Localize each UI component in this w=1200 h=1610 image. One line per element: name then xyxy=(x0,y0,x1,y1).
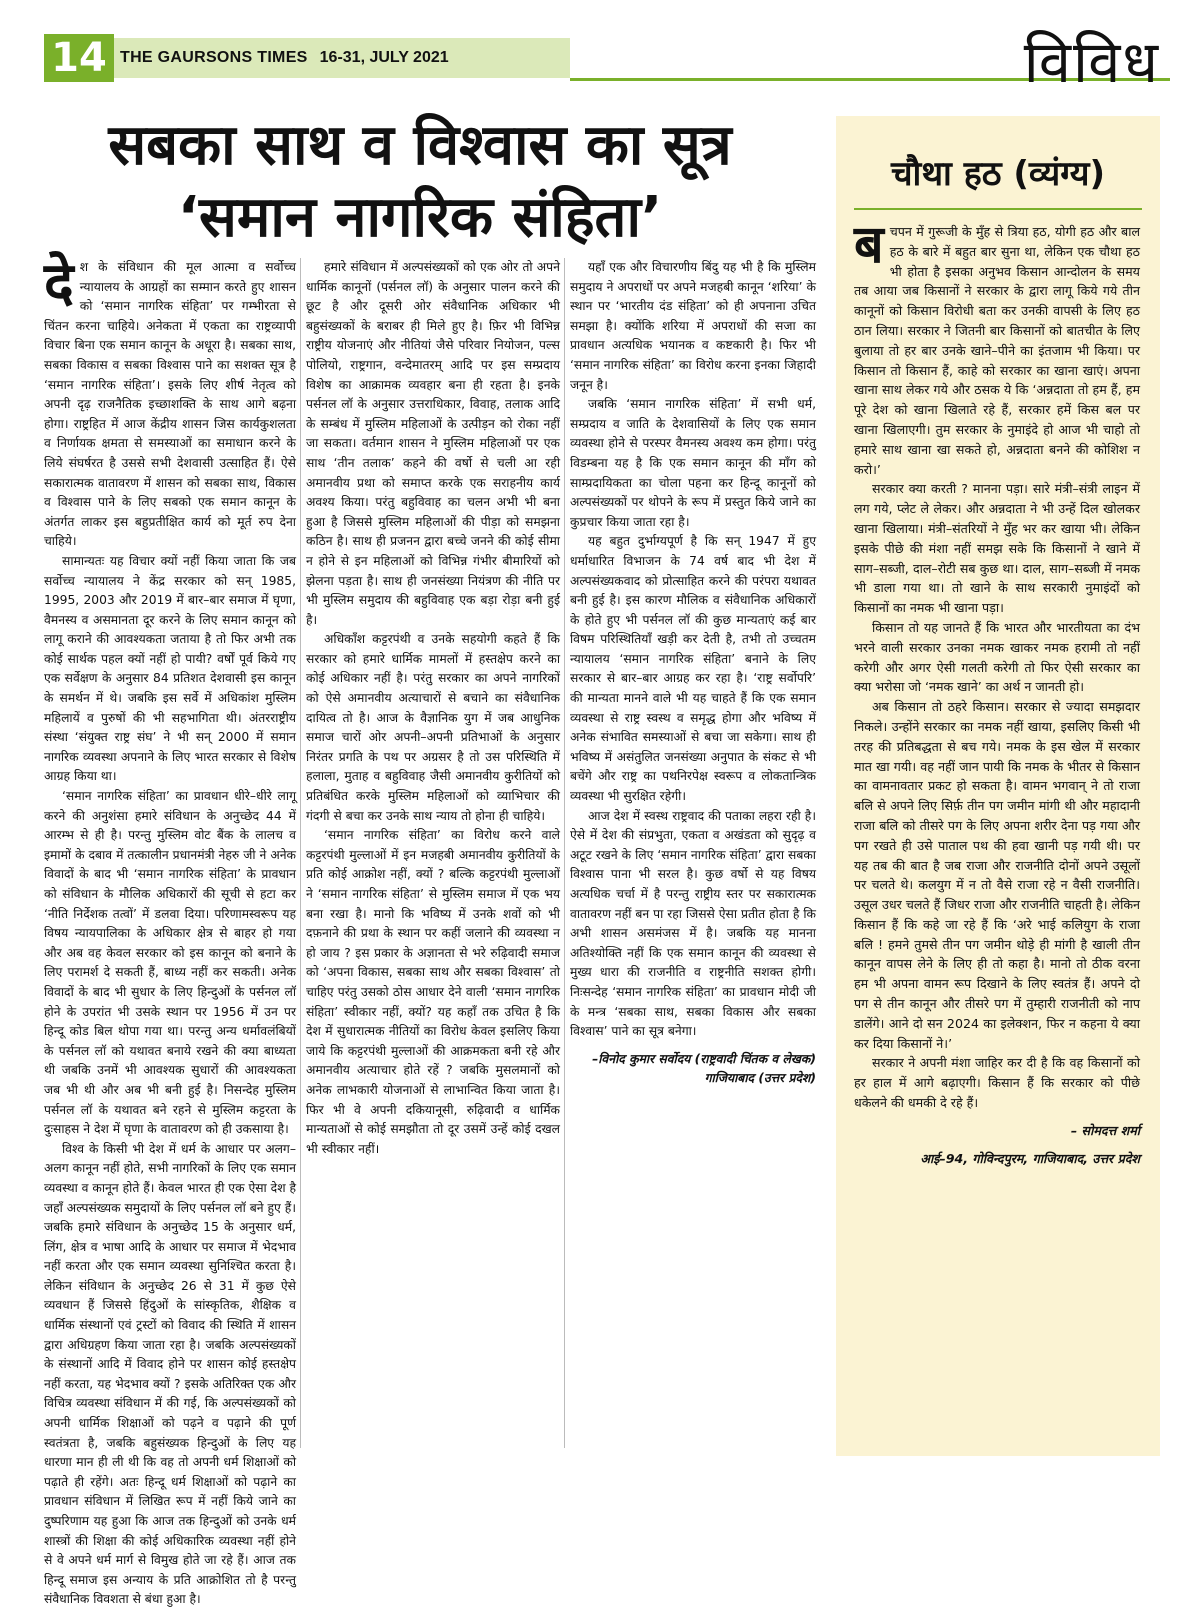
article-paragraph: ‘समान नागरिक संहिता’ का विरोध करने वाले कट्टरपंथी मुल्लाओं में इन मजहबी अमानवीय कुरीतियों के प्रति कोई आक्रोश नहीं, क्यों ? बल्कि कट्टरपंथी मुल्लाओं ने ‘समान नागरिक संहिता’ से मुस्लिम समाज में एक भय बना रखा है। मानो कि भविष्य में उनके शवों को भी दफ़नाने की प्रथा के स्थान पर कहीं जलाने की व्यवस्था न हो जाय ? इस प्रकार के अज्ञानता से भरे रुढ़िवादी समाज को ‘अपना विकास, सबका साथ और सबका विश्वास’ तो चाहिए परंतु उसको ठोस आधार देने वाली ‘समान नागरिक संहिता’ स्वीकार नहीं, क्यों? यह कहाँ तक उचित है कि देश में सुधारात्मक नीतियों का विरोध केवल इसलिए किया जाये कि कट्टरपंथी मुल्लाओं की आक्रमकता बनी रहे और अमानवीय अत्याचार होते रहें ? जबकि मुसलमानों को अनेक लाभकारी योजनाओं से लाभान्वित किया जाता है। फिर भी वे अपनी दकियानूसी, रुढ़िवादी व धार्मिक मान्यताओं से कोई समझौता तो दूर उसमें उन्हें कोई दखल भी स्वीकार नहीं। xyxy=(306,828,560,1156)
article-column-2 xyxy=(306,258,560,1458)
section-label: विविध xyxy=(1023,28,1160,96)
issue-date: 16-31, JULY 2021 xyxy=(319,49,449,66)
article-paragraph: अधिकाँश कट्टरपंथी व उनके सहयोगी कहते हैं कि सरकार को हमारे धार्मिक मामलों में हस्तक्षेप करने का कोई अधिकार नहीं है। परंतु सरकार का अपने नागरिकों को ऐसे अमानवीय अत्याचारों से बचाने का संवैधानिक दायित्व तो है। आज के वैज्ञानिक युग में जब आधुनिक समाज चारों ओर अपनी–अपनी प्रतिभाओं के अनुसार निरंतर प्रगति के पथ पर अग्रसर है तो उस परिस्थिति में हलाला, मुताह व बहुविवाह जैसी अमानवीय कुरीतियों को प्रतिबंधित करके मुस्लिम महिलाओं को व्याभिचार की गंदगी से बचा कर उनके साथ न्याय तो होना ही चाहिये। xyxy=(306,632,560,823)
sidebar-paragraph: सरकार ने अपनी मंशा जाहिर कर दी है कि वह किसानों को हर हाल में आगे बढ़ाएगी। किसान हैं कि सरकार को पीछे धकेलने की धमकी दे रहे हैं। xyxy=(854,1055,1140,1111)
newspaper-name: THE GAURSONS TIMES xyxy=(120,49,308,66)
article-paragraph: जबकि ‘समान नागरिक संहिता’ में सभी धर्म, सम्प्रदाय व जाति के देशवासियों के लिए एक समान व्यवस्था होने से परस्पर वैमनस्य अवश्य कम होगा। परंतु विडम्बना यह है कि एक समान कानून की माँग को साम्प्रदायिकता का चोला पहना कर हिन्दू कानूनों को अल्पसंख्यकों पर थोपने के रूप में प्रस्तुत किये जाने का कुप्रचार किया जाता रहा है। xyxy=(570,397,816,529)
column-divider xyxy=(300,258,301,1448)
headline-line-1: सबका साथ व विश्वास का सूत्र xyxy=(108,113,732,178)
article-paragraph: विश्व के किसी भी देश में धर्म के आधार पर अलग–अलग कानून नहीं होते, सभी नागरिकों के लिए एक समान व्यवस्था व कानून होते हैं। केवल भारत ही एक ऐसा देश है जहाँ अल्पसंख्यक समुदायों के लिए पर्सनल लॉ बने हुए हैं। जबकि हमारे संविधान के अनुच्छेद 15 के अनुसार धर्म, लिंग, क्षेत्र व भाषा आदि के आधार पर समाज में भेदभाव नहीं करता और एक समान व्यवस्था सुनिश्चित करता है। लेकिन संविधान के अनुच्छेद 26 से 31 में कुछ ऐसे व्यवधान हैं जिससे हिंदुओं के सांस्कृतिक, शैक्षिक व धार्मिक संस्थानों एवं ट्रस्टों को विवाद की स्थिति में शासन द्वारा अधिग्रहण किया जाता रहा है। जबकि अल्पसंख्यकों के संस्थानों आदि में विवाद होने पर शासन कोई हस्तक्षेप नहीं करता, यह भेदभाव क्यों ? इसके अतिरिक्त एक और विचित्र व्यवस्था संविधान में की गई, कि अल्पसंख्यकों को अपनी धार्मिक शिक्षाओं को पढ़ने व पढ़ाने की पूर्ण स्वतंत्रता है, जबकि बहुसंख्यक हिन्दुओं के लिए यह धारणा मान ही ली थी कि वह तो अपनी धर्म शिक्षाओं को पढ़ाते ही रहेंगे। अतः हिन्दू धर्म शिक्षाओं को पढ़ाने का प्रावधान संविधान में लिखित रूप में नहीं किये जाने का दुष्परिणाम यह हुआ कि आज तक हिन्दुओं को उनके धर्म शास्त्रों की शिक्षा की कोई अधिकारिक व्यवस्था नहीं होने से वे अपने धर्म मार्ग से विमुख होते जा रहे हैं। आज तक हिन्दू समाज इस अन्याय के प्रति आक्रोशित तो है परन्तु संवैधानिक विवशता से बंधा हुआ है। xyxy=(44,1141,296,1607)
sidebar-title: चौथा हठ (व्यंग्य) xyxy=(890,154,1106,194)
article-paragraph: यह बहुत दुर्भाग्यपूर्ण है कि सन् 1947 में हुए धर्माधारित विभाजन के 74 वर्ष बाद भी देश में अल्पसंख्यकवाद को प्रोत्साहित करने की परंपरा यथावत बनी हुई है। इस कारण मौलिक व संवैधानिक अधिकारों के होते हुए भी पर्सनल लॉ की कुछ मान्यताएं कई बार विषम परिस्थितियाँ खड़ी कर देती है, तभी तो उच्चतम न्यायालय ‘समान नागरिक संहिता’ बनाने के लिए सरकार से बार–बार आग्रह कर रहा है। ‘राष्ट्र सर्वोपरि’ की मान्यता मानने वाले भी यह चाहते हैं कि एक समान व्यवस्था से राष्ट्र स्वस्थ व समृद्ध होगा और भविष्य में अनेक संभावित समस्याओं से बचा जा सकेगा। साथ ही भविष्य में असंतुलित जनसंख्या अनुपात के संकट से भी बचेंगे और राष्ट्र का पथनिरपेक्ष स्वरूप व लोकतान्त्रिक व्यवस्था भी सुरक्षित रहेगी। xyxy=(570,534,816,804)
masthead-band xyxy=(114,38,570,78)
article-byline: –विनोद कुमार सर्वोदय (राष्ट्रवादी चिंतक व लेखक) गाजियाबाद (उत्तर प्रदेश) xyxy=(592,1051,816,1086)
sidebar-paragraph: बचपन में गुरूजी के मुँह से त्रिया हठ, योगी हठ और बाल हठ के बारे में बहुत बार सुना था, लेकिन एक चौथा हठ भी होता है इसका अनुभव किसान आन्दोलन के समय तब आया जब किसानों ने सरकार के द्वारा लागू किये गये तीन कानूनों को किसान विरोधी बता कर उनकी वापसी के लिए हठ ठान लिया। सरकार ने जितनी बार किसानों को बातचीत के लिए बुलाया तो हर बार उनके खाने–पीने का इंतजाम भी किया। पर किसान तो किसान हैं, काहे को सरकार का खाना खाएं। अपना खाना साथ लेकर गये और ठसक ये कि ‘अन्नदाता तो हम हैं, हम पूरे देश को खाना खिलाते रहे हैं, सरकार हमें किस बल पर खाना खिलाएगी। तुम सरकार के नुमाइंदे हो आज भी चाहो तो हमारे साथ खाना खा सकते हो, अन्नदाता बनने की कोशिश न करो।’ xyxy=(854,215,1140,477)
article-paragraph: यहाँ एक और विचारणीय बिंदु यह भी है कि मुस्लिम समुदाय ने अपराधों पर अपने मजहबी कानून ‘शरिया’ के स्थान पर ‘भारतीय दंड संहिता’ को ही अपनाना उचित समझा है। क्योंकि शरिया में अपराधों की सजा का प्रावधान अत्यधिक भयानक व कष्टकारी है। फिर भी ‘समान नागरिक संहिता’ का विरोध करना इनका जिहादी जनून है। xyxy=(570,260,816,392)
article-paragraph: देश के संविधान की मूल आत्मा व सर्वोच्च न्यायालय के आग्रहों का सम्मान करते हुए शासन को ‘समान नागरिक संहिता’ पर गम्भीरता से चिंतन करना चाहिये। अनेकता में एकता का राष्ट्रव्यापी विचार बिना एक समान कानून के अधूरा है। सबका साथ, सबका विकास व सबका विश्वास पाने का सशक्त सूत्र है ‘समान नागरिक संहिता’। इसके लिए शीर्ष नेतृत्व को अपनी दृढ़ राजनैतिक इच्छाशक्ति के साथ आगे बढ़ना होगा। राष्ट्रहित में आज केंद्रीय शासन जिस कार्यकुशलता व निर्णायक क्षमता से समस्याओं का समाधान करने के लिये संघर्षरत है उससे सभी देशवासी उत्साहित हैं। ऐसे सकारात्मक वातावरण में शासन को सबका साथ, विकास व विश्वास पाने के लिए सबको एक समान कानून के अंतर्गत लाकर इस बहुप्रतीक्षित कार्य को मूर्त रुप देना चाहिये। xyxy=(44,251,296,549)
article-paragraph: आज देश में स्वस्थ राष्ट्रवाद की पताका लहरा रही है। ऐसे में देश की संप्रभुता, एकता व अखंडता को सुदृढ़ व अटूट रखने के लिए ‘समान नागरिक संहिता’ द्वारा सबका विश्वास पाना भी सरल है। कुछ वर्षो से यह विषय अत्यधिक चर्चा में है परन्तु राष्ट्रीय स्तर पर सकारात्मक वातावरण नहीं बन पा रहा जिससे ऐसा प्रतीत होता है कि अभी शासन असमंजस में है। जबकि यह मानना अतिश्योक्ति नहीं कि एक समान कानून की व्यवस्था से मुख्य धारा की राजनीति व राष्ट्रनीति सशक्त होगी। निःसन्देह ‘समान नागरिक संहिता’ का प्रावधान मोदी जी के मन्त्र ‘सबका साथ, सबका विकास और सबका विश्वास’ पाने का सूत्र बनेगा। xyxy=(570,808,816,1039)
sidebar-paragraph: किसान तो यह जानते हैं कि भारत और भारतीयता का दंभ भरने वाली सरकार उनका नमक खाकर नमक हरामी तो नहीं करेगी और अगर ऐसी गलती करेगी तो फिर ऐसी सरकार का क्या भरोसा जो ‘नमक खाने’ का अर्थ न जानती हो। xyxy=(854,619,1140,695)
article-column-3 xyxy=(570,258,816,1458)
sidebar-paragraph: सरकार क्या करती ? मानना पड़ा। सारे मंत्री–संत्री लाइन में लग गये, प्लेट ले लेकर। और अन्नदाता ने भी उन्हें दिल खोलकर खाना खिलाया। मंत्री–संतरियों ने मुँह भर कर खाया भी। लेकिन इसके पीछे की मंशा नहीं समझ सके कि किसानों ने खाने में साग–सब्जी, दाल–रोटी सब कुछ था। दाल, साग–सब्जी में नमक भी डाला गया था। तो खाने के साथ सरकारी नुमाइंदों को किसानों का नमक भी खाना पड़ा। xyxy=(854,481,1140,616)
sidebar-author: – सोमदत्त शर्मा xyxy=(1070,1122,1140,1138)
sidebar-address: आई–94, गोविन्दपुरम, गाजियाबाद, उत्तर प्रदेश xyxy=(920,1150,1140,1166)
article-paragraph: सामान्यतः यह विचार क्यों नहीं किया जाता कि जब सर्वोच्च न्यायालय ने केंद्र सरकार को सन् 1985, 1995, 2003 और 2019 में बार–बार समाज में घृणा, वैमनस्य व असमानता दूर करने के लिए समान कानून को लागू कराने की आवश्यकता जताया है तो फिर अभी तक कोई सार्थक पहल क्यों नहीं हो पायी? वर्षों पूर्व किये गए एक सर्वेक्षण के अनुसार 84 प्रतिशत देशवासी इस कानून के समर्थन में थे। जबकि इस सर्वे में अधिकांश मुस्लिम महिलायें व पुरुषों की भी सहभागिता थी। अंतरराष्ट्रीय संस्था ‘संयुक्त राष्ट्र संघ’ ने भी सन् 2000 में समान नागरिक व्यवस्था अपनाने के लिए भारत सरकार से विशेष आग्रह किया था। xyxy=(44,553,296,784)
article-paragraph: हमारे संविधान में अल्पसंख्यकों को एक ओर तो अपने धार्मिक कानूनों (पर्सनल लॉ) के अनुसार पालन करने की छूट है और दूसरी ओर संवैधानिक अधिकार भी बहुसंख्यकों के बराबर ही मिले हुए है। फ़िर भी विभिन्न राष्ट्रीय योजनाएं और नीतियां जैसे परिवार नियोजन, पल्स पोलियो, राष्ट्रगान, वन्देमातरम् आदि पर इस सम्प्रदाय विशेष का आक्रामक व्यवहार बना ही रहता है। इनके पर्सनल लॉ के अनुसार उत्तराधिकार, विवाह, तलाक आदि के सम्बंध में मुस्लिम महिलाओं के उत्पीड़न को रोका नहीं जा सकता। वर्तमान शासन ने मुस्लिम महिलाओं पर एक साथ ‘तीन तलाक’ कहने की वर्षो से चली आ रही अमानवीय प्रथा को समाप्त करके एक सराहनीय कार्य अवश्य किया। परंतु बहुविवाह का चलन अभी भी बना हुआ है जिससे मुस्लिम महिलाओं की पीड़ा को समझना कठिन है। साथ ही प्रजनन द्वारा बच्चे जनने की कोई सीमा न होने से इन महिलाओं को विभिन्न गंभीर बीमारियों को झेलना पड़ता है। साथ ही जनसंख्या नियंत्रण की नीति पर भी मुस्लिम समुदाय की बहुविवाह एक बड़ा रोड़ा बनी हुई है। xyxy=(306,260,560,627)
sidebar-dropcap: ब xyxy=(854,215,884,275)
article-paragraph: ‘समान नागरिक संहिता’ का प्रावधान धीरे–धीरे लागू करने की अनुशंसा हमारे संविधान के अनुच्छेद 44 में आरम्भ से ही है। परन्तु मुस्लिम वोट बैंक के लालच व इमामों के दबाव में तत्कालीन प्रधानमंत्री नेहरु जी ने अनेक विवादों के बाद भी ‘समान नागरिक संहिता’ के प्रावधान को संविधान के मौलिक अधिकारों की सूची से हटा कर ‘नीति निर्देशक तत्वों’ में डलवा दिया। परिणामस्वरूप यह विषय न्यायपालिका के अधिकार क्षेत्र से बाहर हो गया और अब वह केवल सरकार को इस कानून को बनाने के लिए परामर्श दे सकती हैं, बाध्य नहीं कर सकती। अनेक विवादों के बाद भी सुधार के लिए हिन्दुओं के पर्सनल लॉ होने के उपरांत भी उसके स्थान पर 1956 में उन पर हिन्दू कोड बिल थोपा गया था। परन्तु अन्य धर्मावलंबियों के पर्सनल लॉ को यथावत बनाये रखने की क्या बाध्यता थी जबकि उनमें भी आवश्यक सुधारों की आवश्यकता जब भी थी और अब भी बनी हुई है। निसन्देह मुस्लिम पर्सनल लॉ के यथावत बने रहने से मुस्लिम कट्टरता के दुःसाहस ने देश में घृणा के वातावरण को ही उकसाया है। xyxy=(44,789,296,1137)
page-number: 14 xyxy=(44,34,114,82)
article-column-1 xyxy=(44,251,296,1607)
column-divider xyxy=(564,258,565,1448)
sidebar-paragraph: अब किसान तो ठहरे किसान। सरकार से ज्यादा समझदार निकले। उन्होंने सरकार का नमक नहीं खाया, इसलिए किसी भी तरह की प्रतिबद्धता से बच गये। नमक के इस खेल में सरकार मात खा गयी। वह नहीं जान पायी कि नमक के भीतर से किसान का वामनावतार प्रकट हो सकता है। वामन भगवान् ने तो राजा बलि से अपने लिए सिर्फ़ तीन पग जमीन मांगी थी और महादानी राजा बलि को तीसरे पग के लिए अपना शरीर देना पड़ गया और पग रखते ही उसे पाताल पथ की हवा खानी पड़ गयी थी। पर यह तब की बात है जब राजा और राजनीति दोनों अपने उसूलों पर चलते थे। कलयुग में न तो वैसे राजा रहे न वैसी राजनीति। उसूल उधर चलते हैं जिधर राजा और राजनीति चाहती है। लेकिन किसान हैं कि कहे जा रहे हैं कि ‘अरे भाई कलियुग के राजा बलि ! हमने तुमसे तीन पग जमीन थोड़े ही मांगी है खाली तीन कानून वापस लेने के लिए ही तो कहा है। मानो तो ठीक वरना हम भी अपना वामन रूप दिखाने के लिए स्वतंत्र हैं। अपने दो पग से तीन कानून और तीसरे पग में तुम्हारी राजनीती को नाप डालेंगे। आने दो सन 2024 का इलेक्शन, फिर न कहना ये क्या कर दिया किसानों ने।’ xyxy=(854,699,1140,1051)
headline-line-2: ‘समान नागरिक संहिता’ xyxy=(177,185,663,250)
article-dropcap: दे xyxy=(44,251,74,316)
sidebar-title-rule xyxy=(854,208,1142,210)
satire-sidebar xyxy=(836,116,1160,1456)
sidebar-body xyxy=(854,215,1140,1412)
